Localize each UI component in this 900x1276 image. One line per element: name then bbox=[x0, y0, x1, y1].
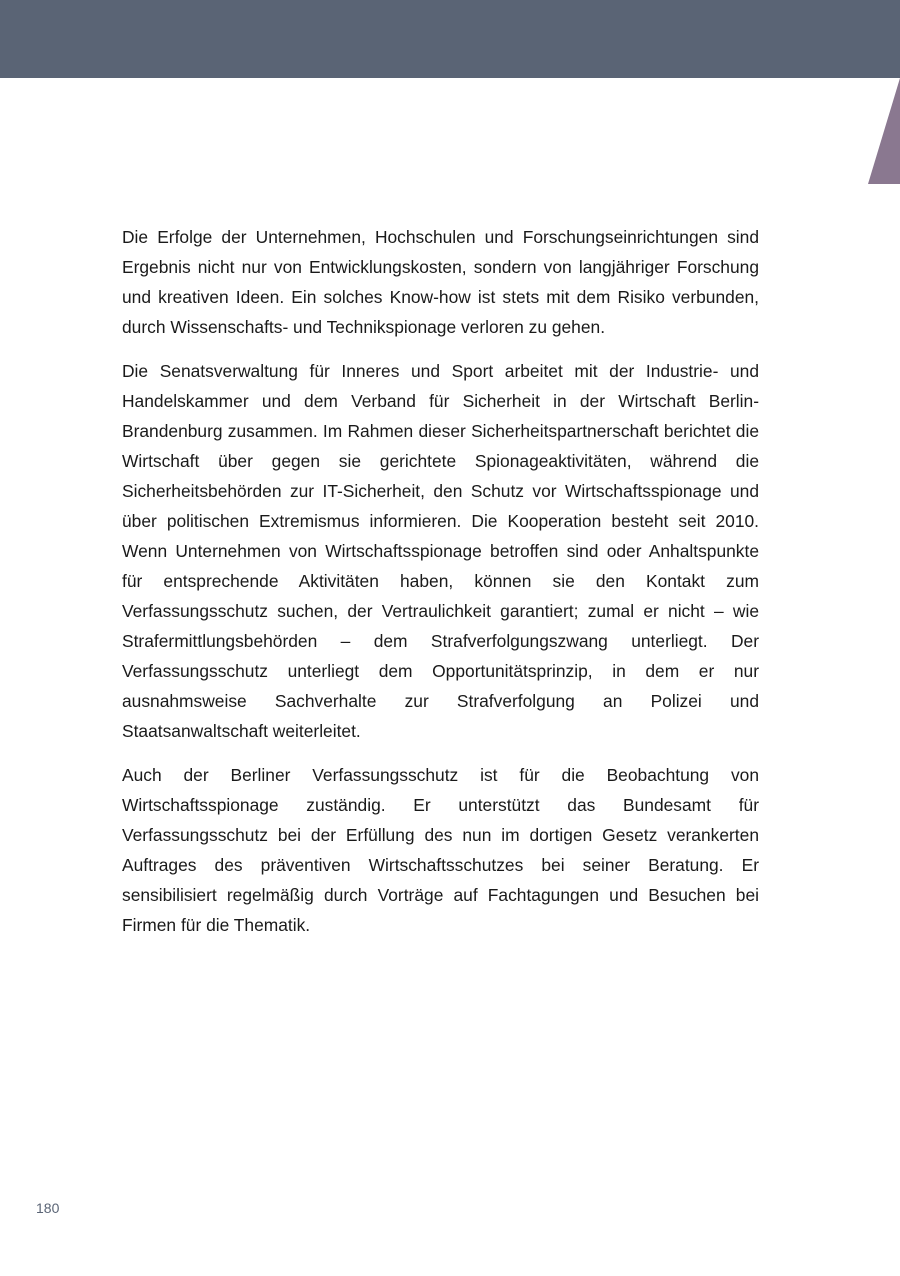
page-number: 180 bbox=[36, 1200, 60, 1216]
chapter-edge-tab bbox=[868, 78, 900, 184]
paragraph-1: Die Erfolge der Unternehmen, Hochschulen und Forschungseinrichtungen sind Ergebnis nicht nur von Entwicklungskosten, sondern von langjähriger Forschung und kreativen Ideen. Ein solches Know-how ist stets mit dem Risiko verbunden, durch Wissenschafts- und Technikspionage verloren zu gehen. bbox=[122, 227, 759, 337]
header-band bbox=[0, 0, 900, 78]
chapter-edge-tab-shape bbox=[868, 78, 900, 184]
paragraph-3: Auch der Berliner Verfassungsschutz ist für die Beobachtung von Wirtschaftsspionage zuständig. Er unterstützt das Bundesamt für Verfassungsschutz bei der Erfüllung des nun im dortigen Gesetz verankerten Auftrages des präventiven Wirtschaftsschutzes bei seiner Beratung. Er sensibilisiert regelmäßig durch Vorträge auf Fachtagungen und Besuchen bei Firmen für die Thematik. bbox=[122, 765, 759, 935]
paragraph-2: Die Senatsverwaltung für Inneres und Sport arbeitet mit der Industrie- und Handelskammer und dem Verband für Sicherheit in der Wirtschaft Berlin-Brandenburg zusammen. Im Rahmen dieser Sicherheitspartnerschaft berichtet die Wirtschaft über gegen sie gerichtete Spionageaktivitäten, während die Sicherheitsbehörden zur IT-Sicherheit, den Schutz vor Wirtschaftsspionage und über politischen Extremismus informieren. Die Kooperation besteht seit 2010. Wenn Unternehmen von Wirtschaftsspionage betroffen sind oder Anhaltspunkte für entsprechende Aktivitäten haben, können sie den Kontakt zum Verfassungsschutz suchen, der Vertraulichkeit garantiert; zumal er nicht – wie Strafermittlungsbehörden – dem Strafverfolgungszwang unterliegt. Der Verfassungsschutz unterliegt dem Opportunitätsprinzip, in dem er nur ausnahmsweise Sachverhalte zur Strafverfolgung an Polizei und Staatsanwaltschaft weiterleitet. bbox=[122, 361, 759, 741]
body-text bbox=[122, 222, 759, 954]
